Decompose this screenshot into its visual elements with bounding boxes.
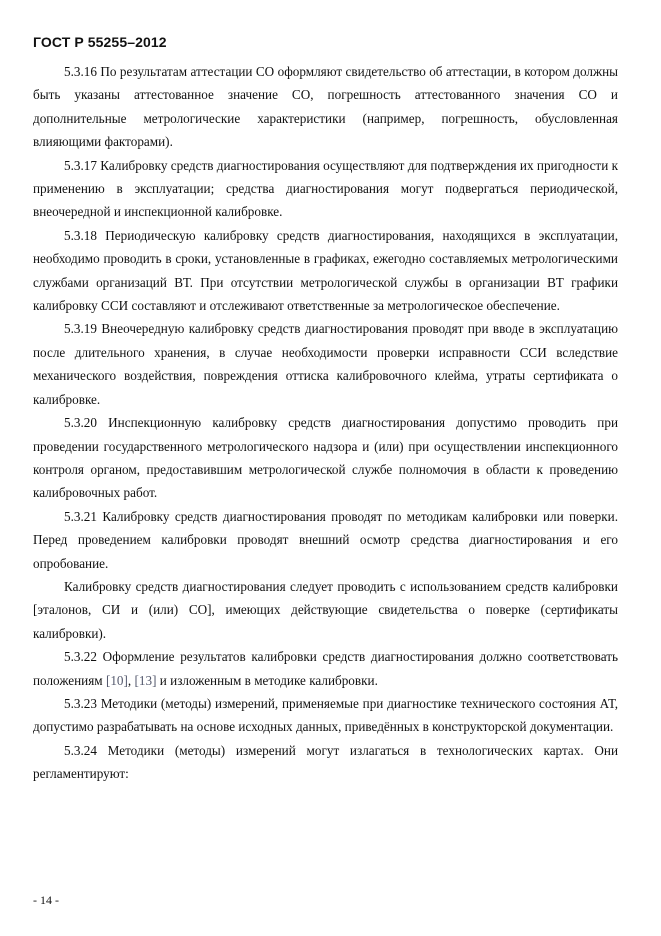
- paragraph-5-3-23: 5.3.23 Методики (методы) измерений, применяемые при диагностике технического состояния АТ, допустимо разрабатывать на основе исходных данных, приведённых в конструкторской документации.: [33, 695, 618, 735]
- paragraph-text: 5.3.22 Оформление результатов калибровки средств диагностирования должно соответствовать положениям: [33, 649, 618, 688]
- paragraph-5-3-22: [33, 645, 618, 692]
- paragraph-5-3-21-calibration-means: Калибровку средств диагностирования следует проводить с использованием средств калибровки [эталонов, СИ и (или) СО], имеющих действующие свидетельства о поверке (сертификаты калибровки).: [33, 578, 618, 641]
- paragraph-5-3-21: 5.3.21 Калибровку средств диагностирования проводят по методикам калибровки или поверки. Перед проведением калибровки проводят внешний осмотр средства диагностирования и его опробование.: [33, 508, 618, 571]
- paragraph-5-3-19: 5.3.19 Внеочередную калибровку средств диагностирования проводят при вводе в эксплуатацию после длительного хранения, в случае необходимости проверки исправности ССИ вследствие механического воздействия, повреждения оттиска калибровочного клейма, утраты сертификата о калибровке.: [33, 321, 618, 407]
- paragraph-5-3-18: 5.3.18 Периодическую калибровку средств диагностирования, находящихся в эксплуатации, необходимо проводить в сроки, установленные в графиках, ежегодно составляемых метрологическими службами организаций ВТ. При отсутствии метрологической службы в организации ВТ графики калибровку ССИ составляют и отслеживают ответственные за метрологическое обеспечение.: [33, 227, 618, 314]
- document-body: [33, 60, 618, 786]
- page-number: - 14 -: [33, 893, 59, 907]
- paragraph-5-3-16: 5.3.16 По результатам аттестации СО оформляют свидетельство об аттестации, в котором должны быть указаны аттестованное значение СО, погрешность аттестованного значения СО и дополнительные метрологические характеристики (например, погрешность, обусловленная влияющими факторами).: [33, 64, 618, 150]
- reference-separator: ,: [127, 672, 135, 688]
- paragraph-5-3-17: 5.3.17 Калибровку средств диагностирования осуществляют для подтверждения их пригодности к применению в эксплуатации; средства диагностирования могут подвергаться периодической, внеочередной и инспекционной калибровке.: [33, 157, 618, 220]
- reference-link[interactable]: [10]: [105, 672, 128, 688]
- paragraph-5-3-20: 5.3.20 Инспекционную калибровку средств диагностирования допустимо проводить при проведении государственного метрологического надзора и (или) при осуществлении инспекционного контроля органом, предоставившим метрологической службе полномочия в области к проведению калибровочных работ.: [33, 415, 618, 501]
- document-header: ГОСТ Р 55255–2012: [33, 34, 167, 50]
- reference-link[interactable]: [13]: [134, 672, 157, 688]
- paragraph-text: и изложенным в методике калибровки.: [156, 672, 378, 688]
- paragraph-5-3-24: 5.3.24 Методики (методы) измерений могут излагаться в технологических картах. Они регламентируют:: [33, 742, 618, 782]
